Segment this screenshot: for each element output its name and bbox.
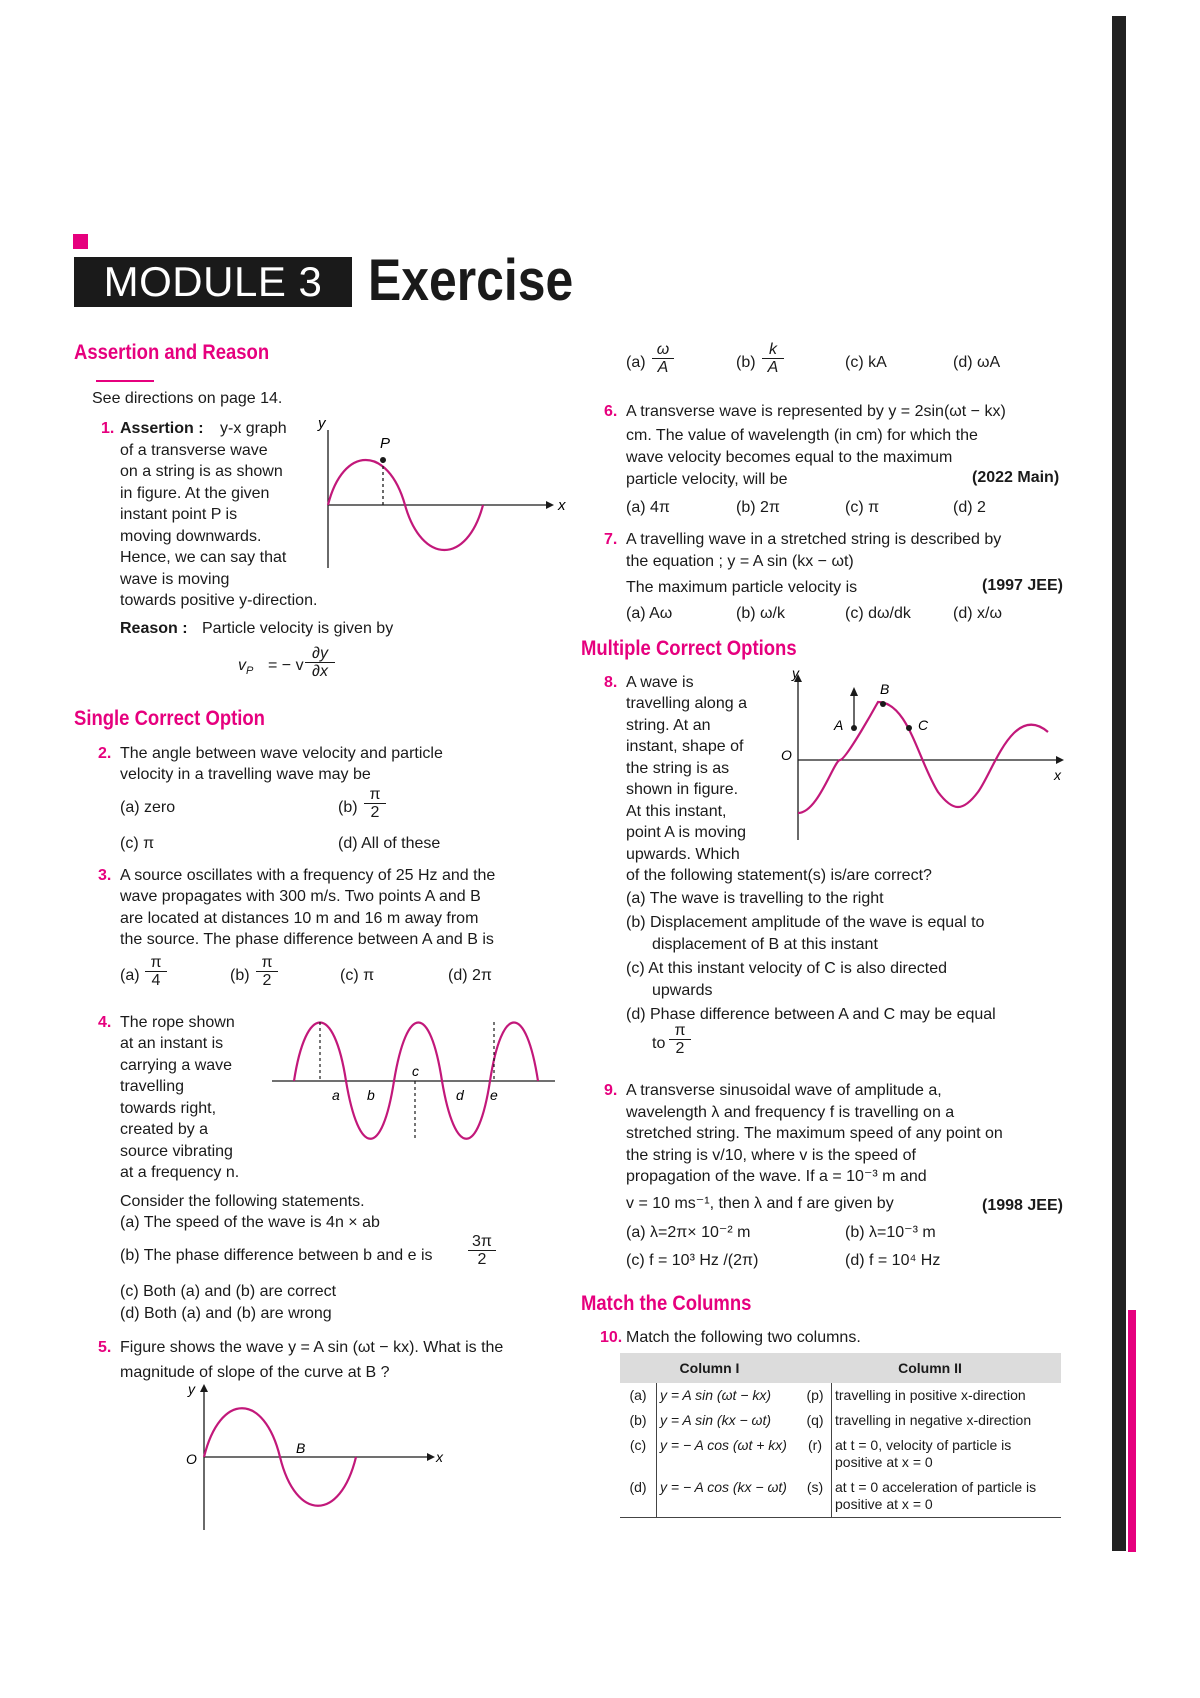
q4-b-fraction: $\frac{3\pi}{2}$: [468, 1233, 496, 1268]
q9-line: v = 10 ms⁻¹, then λ and f are given by: [626, 1195, 894, 1212]
q5-option-a: (a): [626, 354, 646, 371]
q1-line: on a string is as shown: [120, 463, 283, 480]
question-number: 7.: [604, 531, 618, 548]
column-2-cell: at t = 0 acceleration of particle is positive at x = 0: [832, 1475, 1062, 1518]
reason-label: Reason :: [120, 620, 188, 637]
q4-line: carrying a wave: [120, 1057, 233, 1074]
page-edge-bar: [1112, 16, 1126, 1551]
point-c-label: C: [918, 717, 929, 733]
q5-a-fraction: $\frac{\omega}{A}$: [652, 341, 674, 376]
question-number: 8.: [604, 674, 618, 691]
q8-option-c-cont: upwards: [652, 982, 713, 999]
q7-line: The maximum particle velocity is: [626, 579, 858, 596]
column-2-cell: at t = 0, velocity of particle is positive at x = 0: [835, 1437, 1012, 1470]
axis-y-label: y: [318, 415, 326, 432]
q2-option-a: (a) zero: [120, 799, 176, 816]
point-a-label: A: [834, 717, 844, 733]
q4-line: at an instant is: [120, 1035, 224, 1052]
q5-line: Figure shows the wave y = A sin (ωt − kx). What is the: [120, 1339, 504, 1356]
section-single-correct: Single Correct Option: [74, 707, 265, 730]
point-a-label: a: [332, 1087, 340, 1103]
q9-line: stretched string. The maximum speed of any point on: [626, 1125, 1003, 1142]
q1-line: y-x graph: [220, 420, 287, 437]
axis-x-label: x: [436, 1449, 443, 1465]
q7-option-b: (b) ω/k: [736, 605, 785, 622]
axis-x-label: x: [1054, 767, 1061, 783]
header-marker: [73, 234, 88, 249]
point-e-label: e: [490, 1087, 498, 1103]
q6-option-c: (c) π: [845, 499, 880, 516]
column-2-cell: travelling in positive x-direction: [835, 1387, 1026, 1403]
q8-option-b: (b) Displacement amplitude of the wave is equal to: [626, 914, 985, 931]
q10-line: Match the following two columns.: [626, 1329, 861, 1346]
q9-option-a: (a) λ=2π× 10⁻² m: [626, 1224, 751, 1241]
q3-a-fraction: $\frac{\pi}{4}$: [145, 954, 167, 989]
q8-line: string. At an: [626, 717, 711, 734]
q9-year: (1998 JEE): [982, 1197, 1063, 1214]
module-label: MODULE 3: [74, 257, 352, 307]
column-1-cell: y = A sin (ωt − kx): [660, 1387, 772, 1403]
q4-option-b: (b) The phase difference between b and e is: [120, 1247, 433, 1264]
q4-line: towards right,: [120, 1100, 217, 1117]
q8-option-d: (d) Phase difference between A and C may be equal: [626, 1006, 996, 1023]
section-underline: [96, 380, 154, 382]
q1-line: of a transverse wave: [120, 442, 268, 459]
q6-option-b: (b) 2π: [736, 499, 780, 516]
q3-option-b: (b): [230, 967, 250, 984]
q8-line: the string is as: [626, 760, 730, 777]
q3-line: A source oscillates with a frequency of 25 Hz and the: [120, 867, 496, 884]
q9-line: the string is v/10, where v is the speed of: [626, 1147, 916, 1164]
q7-line: the equation ; y = A sin (kx − ωt): [626, 553, 854, 570]
q4-line: source vibrating: [120, 1143, 233, 1160]
q4-consider: Consider the following statements.: [120, 1193, 365, 1210]
q2-line: velocity in a travelling wave may be: [120, 766, 371, 783]
q8-option-c: (c) At this instant velocity of C is also directed: [626, 960, 948, 977]
q8-option-b-cont: displacement of B at this instant: [652, 936, 878, 953]
question-number: 9.: [604, 1082, 618, 1099]
q6-option-d: (d) 2: [953, 499, 986, 516]
q8-line: A wave is: [626, 674, 694, 691]
q2-option-b: (b): [338, 799, 358, 816]
point-b-label: B: [296, 1440, 306, 1456]
eq-fraction: $\frac{\partial y}{\partial x}$: [305, 645, 335, 680]
column-2-cell: travelling in negative x-direction: [835, 1412, 1032, 1428]
section-match-columns: Match the Columns: [581, 1292, 752, 1315]
axis-x-label: x: [558, 497, 566, 514]
q2-option-c: (c) π: [120, 835, 155, 852]
q5-option-b: (b): [736, 354, 756, 371]
q1-line: in figure. At the given: [120, 485, 270, 502]
q3-b-fraction: $\frac{\pi}{2}$: [256, 954, 278, 989]
row-label: (d): [620, 1475, 657, 1518]
section-assertion-reason: Assertion and Reason: [74, 341, 270, 364]
column-1-cell: y = − A cos (ωt + kx): [660, 1437, 787, 1453]
q6-line: particle velocity, will be: [626, 471, 788, 488]
axis-y-label: y: [188, 1381, 195, 1397]
q3-option-d: (d) 2π: [448, 967, 492, 984]
column-1-cell: y = − A cos (kx − ωt): [657, 1475, 800, 1518]
row-label: (p): [799, 1383, 832, 1408]
point-b-label: b: [367, 1087, 375, 1103]
q4-line: created by a: [120, 1121, 209, 1138]
q9-line: wavelength λ and frequency f is travelling on a: [626, 1104, 955, 1121]
eq-mid: = − v: [268, 657, 304, 674]
q1-line: moving downwards.: [120, 528, 262, 545]
q6-line: A transverse wave is represented by y = 2sin(ωt − kx): [626, 403, 1006, 420]
point-b-label: B: [880, 681, 890, 697]
q8-line: shown in figure.: [626, 781, 739, 798]
q2-b-fraction: $\frac{\pi}{2}$: [364, 786, 386, 821]
q2-line: The angle between wave velocity and particle: [120, 745, 443, 762]
q7-option-d: (d) x/ω: [953, 605, 1002, 622]
page-title: Exercise: [368, 248, 574, 313]
q8-line: upwards. Which: [626, 846, 740, 863]
origin-label: O: [781, 747, 792, 763]
q7-option-a: (a) Aω: [626, 605, 673, 622]
q5-wave-figure: [182, 1380, 452, 1540]
row-label: (a): [620, 1383, 657, 1408]
match-columns-table: [620, 1353, 1061, 1518]
q3-line: are located at distances 10 m and 16 m away from: [120, 910, 479, 927]
q7-option-c: (c) dω/dk: [845, 605, 911, 622]
q3-line: wave propagates with 300 m/s. Two points A and B: [120, 888, 481, 905]
q4-option-a: (a) The speed of the wave is 4n × ab: [120, 1214, 380, 1231]
point-p-label: P: [380, 435, 391, 452]
q5-b-fraction: $\frac{k}{A}$: [762, 341, 784, 376]
q5-option-c: (c) kA: [845, 354, 887, 371]
point-c-label: c: [412, 1063, 419, 1079]
q8-d-fraction: $\frac{\pi}{2}$: [669, 1022, 691, 1057]
eq-v: $v_P$: [238, 657, 254, 678]
question-number: 3.: [98, 867, 112, 884]
question-number: 6.: [604, 403, 618, 420]
question-number: 10.: [600, 1329, 623, 1346]
q8-wave-figure: [778, 665, 1068, 842]
q9-line: A transverse sinusoidal wave of amplitude a,: [626, 1082, 942, 1099]
table-row: [620, 1433, 1061, 1475]
assertion-label: Assertion :: [120, 420, 204, 437]
q4-line: at a frequency n.: [120, 1164, 240, 1181]
q6-year: (2022 Main): [972, 469, 1060, 486]
q9-option-c: (c) f = 10³ Hz /(2π): [626, 1252, 759, 1269]
table-row: [620, 1475, 1061, 1518]
axis-y-label: y: [792, 665, 799, 681]
q5-line: magnitude of slope of the curve at B ?: [120, 1364, 390, 1381]
q7-line: A travelling wave in a stretched string is described by: [626, 531, 1002, 548]
q3-line: the source. The phase difference between A and B is: [120, 931, 494, 948]
origin-label: O: [186, 1451, 197, 1467]
q6-line: cm. The value of wavelength (in cm) for which the: [626, 427, 978, 444]
q3-option-c: (c) π: [340, 967, 375, 984]
row-label: (c): [620, 1433, 657, 1475]
q6-line: wave velocity becomes equal to the maximum: [626, 449, 953, 466]
q1-line: towards positive y-direction.: [120, 592, 318, 609]
question-number: 1.: [101, 420, 115, 437]
question-number: 2.: [98, 745, 112, 762]
q4-option-d: (d) Both (a) and (b) are wrong: [120, 1305, 332, 1322]
q9-option-b: (b) λ=10⁻³ m: [845, 1224, 936, 1241]
point-d-label: d: [456, 1087, 464, 1103]
table-header-row: [620, 1353, 1061, 1383]
q4-rope-figure: [270, 1008, 560, 1168]
page-edge-tab: [1128, 1310, 1136, 1552]
q6-option-a: (a) 4π: [626, 499, 670, 516]
row-label: (b): [620, 1408, 657, 1433]
q1-line: instant point P is: [120, 506, 238, 523]
q1-wave-figure: [318, 415, 566, 578]
section-multiple-correct: Multiple Correct Options: [581, 637, 797, 660]
q8-line: instant, shape of: [626, 738, 744, 755]
column-1-header: Column I: [620, 1353, 799, 1383]
q3-option-a: (a): [120, 967, 140, 984]
table-row: [620, 1408, 1061, 1433]
q4-line: travelling: [120, 1078, 185, 1095]
q4-line: The rope shown: [120, 1014, 235, 1031]
q8-line: point A is moving: [626, 824, 747, 841]
table-row: [620, 1383, 1061, 1408]
question-number: 5.: [98, 1339, 112, 1356]
q9-line: propagation of the wave. If a = 10⁻³ m and: [626, 1168, 927, 1185]
q8-line: travelling along a: [626, 695, 747, 712]
column-1-cell: y = A sin (kx − ωt): [660, 1412, 772, 1428]
row-label: (s): [799, 1475, 832, 1518]
row-label: (r): [799, 1433, 832, 1475]
column-2-header: Column II: [799, 1353, 1061, 1383]
q5-option-d: (d) ωA: [953, 354, 1001, 371]
q1-line: Hence, we can say that: [120, 549, 287, 566]
question-number: 4.: [98, 1014, 112, 1031]
q7-year: (1997 JEE): [982, 577, 1063, 594]
q8-option-d-cont: to: [652, 1035, 666, 1052]
q1-line: wave is moving: [120, 571, 230, 588]
q8-line: At this instant,: [626, 803, 727, 820]
reason-text: Particle velocity is given by: [202, 620, 394, 637]
q8-line: of the following statement(s) is/are correct?: [626, 867, 932, 884]
q9-option-d: (d) f = 10⁴ Hz: [845, 1252, 941, 1269]
q2-option-d: (d) All of these: [338, 835, 441, 852]
q8-option-a: (a) The wave is travelling to the right: [626, 890, 884, 907]
q4-option-c: (c) Both (a) and (b) are correct: [120, 1283, 337, 1300]
row-label: (q): [799, 1408, 832, 1433]
directions-note: See directions on page 14.: [92, 390, 283, 407]
